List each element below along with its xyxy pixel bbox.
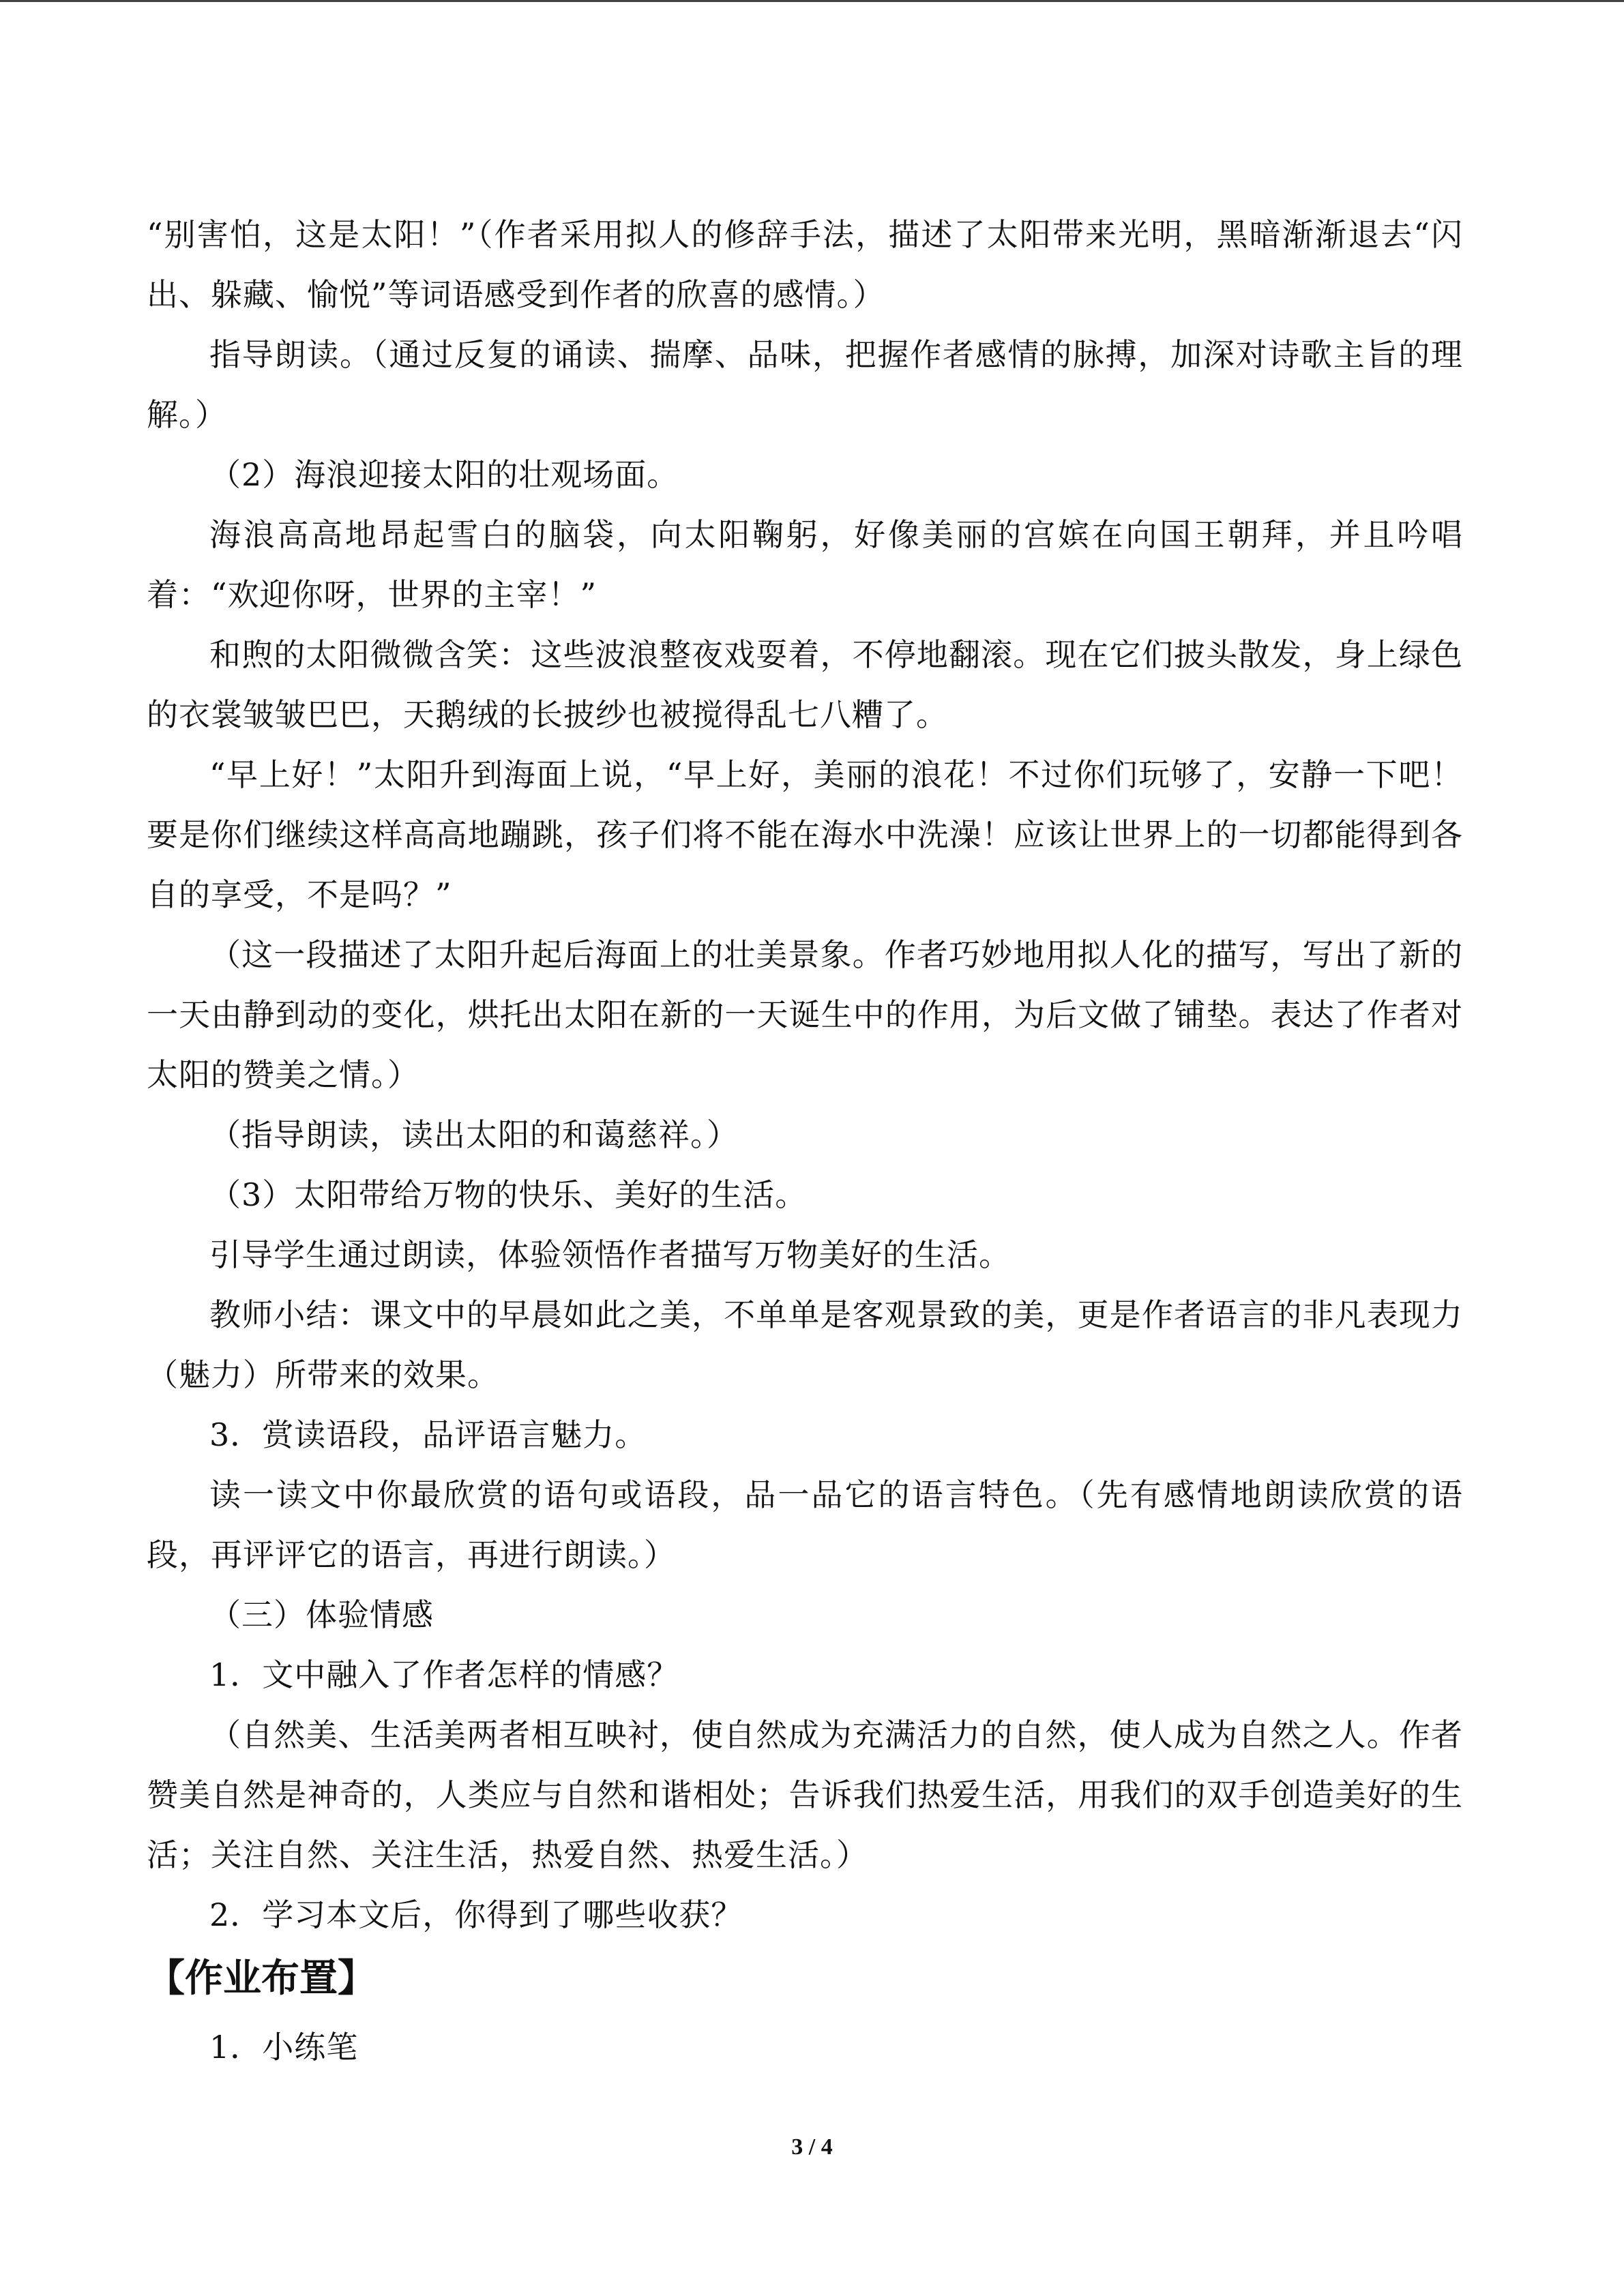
top-border-line (0, 0, 1624, 2)
paragraph: 读一读文中你最欣赏的语句或语段，品一品它的语言特色。（先有感情地朗读欣赏的语段，再评评它的语言，再进行朗读。） (147, 1476, 1463, 1573)
paragraph: 教师小结：课文中的早晨如此之美，不单单是客观景致的美，更是作者语言的非凡表现力（魅力）所带来的效果。 (147, 1296, 1463, 1393)
paragraph: 1．文中融入了作者怎样的情感？ (209, 1656, 679, 1693)
paragraph: 2．学习本文后，你得到了哪些收获？ (209, 1896, 743, 1933)
document-body (147, 205, 1463, 2077)
paragraph: （这一段描述了太阳升起后海面上的壮美景象。作者巧妙地用拟人化的描写，写出了新的一天由静到动的变化，烘托出太阳在新的一天诞生中的作用，为后文做了铺垫。表达了作者对太阳的赞美之情。） (147, 936, 1463, 1093)
paragraph: 海浪高高地昂起雪白的脑袋，向太阳鞠躬，好像美丽的宫嫔在向国王朝拜，并且吟唱着：“欢迎你呀，世界的主宰！” (147, 516, 1463, 613)
paragraph: 和煦的太阳微微含笑：这些波浪整夜戏耍着，不停地翻滚。现在它们披头散发，身上绿色的衣裳皱皱巴巴，天鹅绒的长披纱也被搅得乱七八糟了。 (147, 636, 1463, 733)
paragraph: （指导朗读，读出太阳的和蔼慈祥。） (209, 1116, 739, 1153)
paragraph: （自然美、生活美两者相互映衬，使自然成为充满活力的自然，使人成为自然之人。作者赞美自然是神奇的，人类应与自然和谐相处；告诉我们热爱生活，用我们的双手创造美好的生活；关注自然、关注生活，热爱自然、热爱生活。） (147, 1716, 1463, 1873)
paragraph: （三）体验情感 (209, 1596, 434, 1633)
homework-section-heading: 【作业布置】 (147, 1956, 376, 2001)
paragraph: “别害怕，这是太阳！”（作者采用拟人的修辞手法，描述了太阳带来光明，黑暗渐渐退去“闪出、躲藏、愉悦”等词语感受到作者的欣喜的感情。） (147, 216, 1463, 313)
homework-item: 1．小练笔 (209, 2029, 359, 2066)
paragraph: （3）太阳带给万物的快乐、美好的生活。 (209, 1176, 808, 1213)
paragraph: 3．赏读语段，品评语言魅力。 (209, 1416, 647, 1453)
paragraph: 引导学生通过朗读，体验领悟作者描写万物美好的生活。 (209, 1236, 1011, 1273)
paragraph: 指导朗读。（通过反复的诵读、揣摩、品味，把握作者感情的脉搏，加深对诗歌主旨的理解。） (147, 336, 1463, 433)
paragraph: “早上好！”太阳升到海面上说，“早上好，美丽的浪花！不过你们玩够了，安静一下吧！要是你们继续这样高高地蹦跳，孩子们将不能在海水中洗澡！应该让世界上的一切都能得到各自的享受，不是吗？” (147, 756, 1463, 913)
paragraph: （2）海浪迎接太阳的壮观场面。 (209, 456, 679, 493)
page-number: 3 / 4 (791, 2134, 833, 2160)
